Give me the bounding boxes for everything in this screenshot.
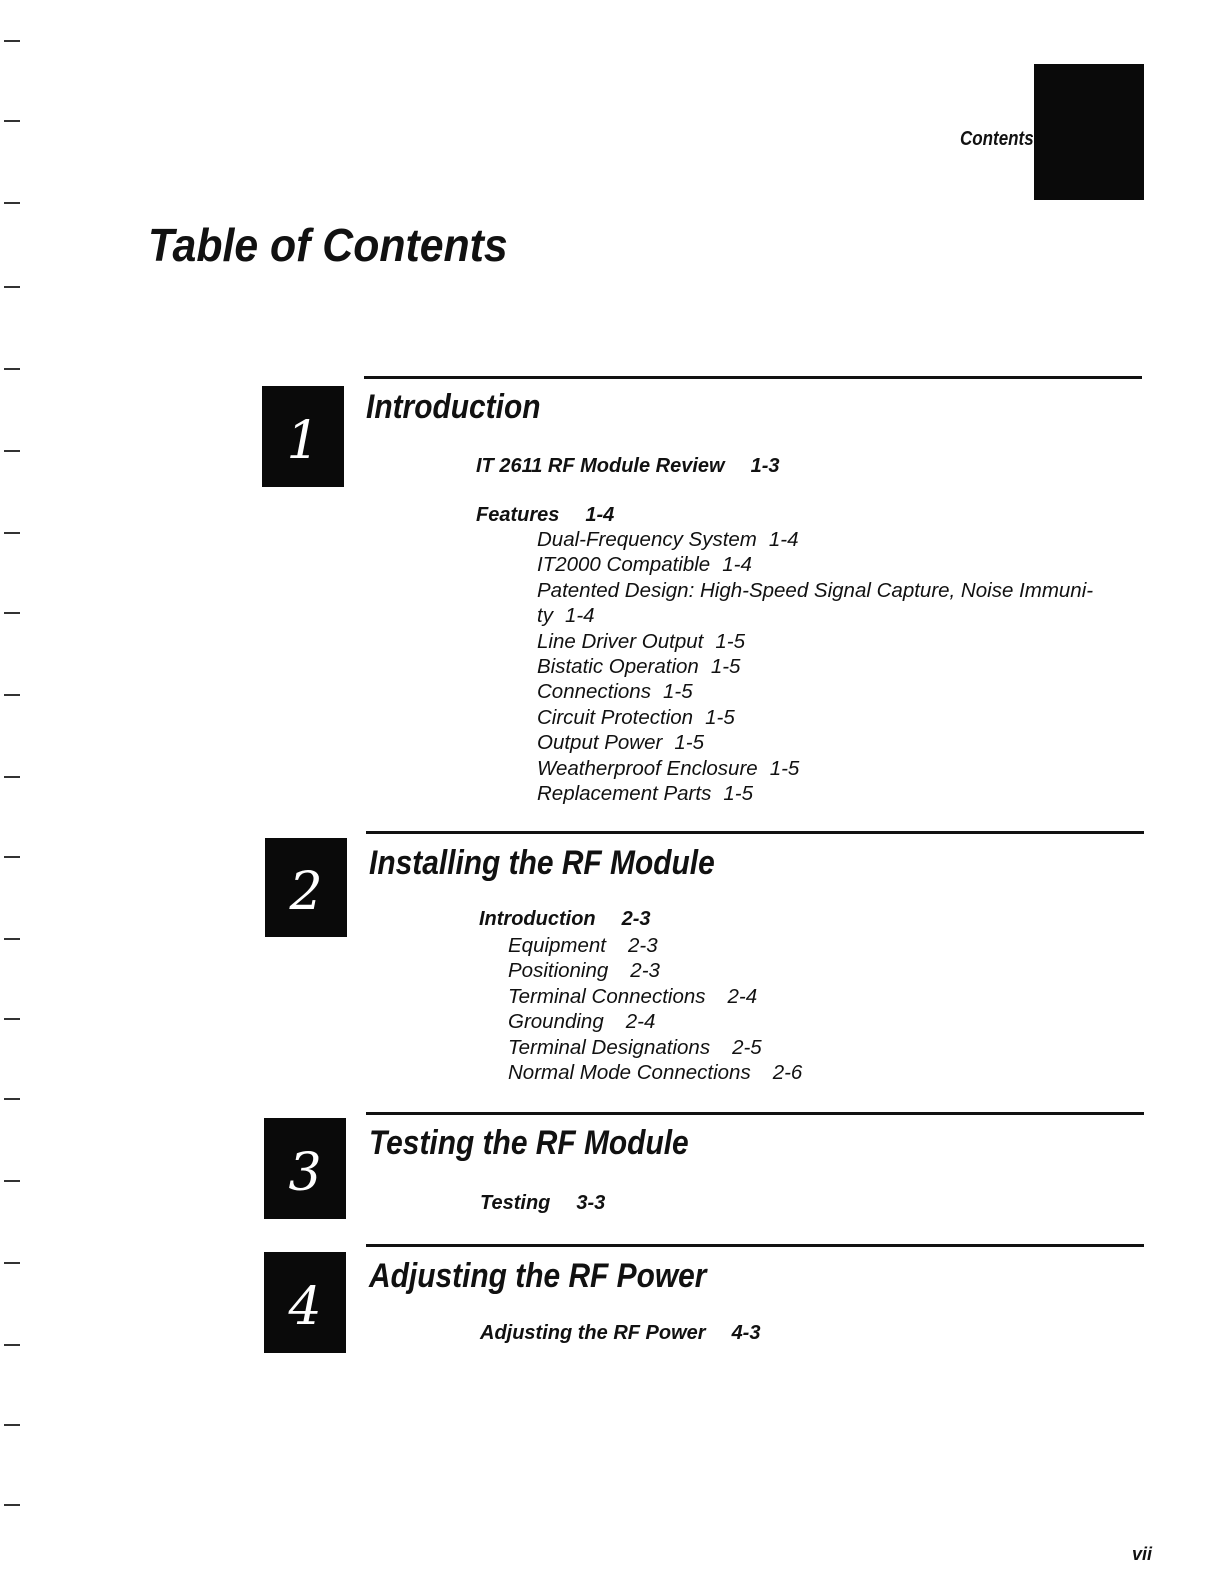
- toc-subentry-page: 2-3: [628, 934, 658, 957]
- toc-subentry[interactable]: [537, 679, 1105, 704]
- toc-subentry-page: 2-5: [732, 1035, 762, 1059]
- toc-subentry[interactable]: [537, 578, 1105, 603]
- chapter-divider: [366, 831, 1144, 834]
- toc-subentry-page: 2-4: [727, 984, 758, 1008]
- scan-margin-marks: [0, 0, 30, 1584]
- toc-subentry-page: 1-4: [768, 528, 799, 551]
- chapter-number-2: 2: [265, 838, 347, 937]
- page-title: Table of Contents: [148, 219, 508, 271]
- toc-entry-page: 1-3: [750, 455, 780, 477]
- toc-subentry-page: 1-5: [715, 629, 745, 653]
- toc-entry-page: 3-3: [576, 1192, 606, 1214]
- toc-subentry-label: Replacement Parts: [537, 782, 712, 806]
- toc-subentry-label: Connections: [537, 680, 651, 704]
- toc-entry-label: Features: [476, 504, 560, 526]
- toc-subentry[interactable]: [508, 933, 802, 958]
- chapter-title-1: Introduction: [366, 388, 541, 426]
- toc-subentry-list: [537, 527, 1105, 806]
- toc-subentry-label: Weatherproof Enclosure: [537, 756, 758, 780]
- chapter-divider: [364, 376, 1142, 379]
- toc-subentry-page: 1-4: [722, 553, 752, 577]
- toc-subentry-label: IT2000 Compatible: [537, 553, 711, 577]
- toc-subentry[interactable]: [537, 527, 1105, 552]
- toc-subentry-page: 1-5: [769, 756, 800, 780]
- toc-subentry-label: Positioning: [508, 959, 609, 983]
- toc-subentry[interactable]: [537, 552, 1105, 577]
- toc-subentry-label: Line Driver Output: [537, 629, 704, 653]
- toc-entry-page: 4-3: [731, 1322, 761, 1344]
- toc-subentry-page: 1-5: [705, 705, 735, 729]
- toc-entry-label: Testing: [480, 1192, 551, 1214]
- toc-subentry[interactable]: [537, 629, 1105, 654]
- toc-subentry-page: 2-6: [772, 1061, 803, 1085]
- chapter-number-4: 4: [264, 1252, 346, 1353]
- chapter-divider: [366, 1112, 1144, 1115]
- toc-subentry-label: Output Power: [537, 731, 663, 755]
- section-label: Contents: [960, 128, 1034, 150]
- page-number: vii: [1131, 1544, 1152, 1564]
- toc-subentry-list: [508, 933, 802, 1085]
- toc-subentry[interactable]: [537, 654, 1105, 679]
- toc-subentry[interactable]: [508, 1035, 802, 1060]
- chapter-title-3: Testing the RF Module: [369, 1124, 689, 1162]
- toc-subentry-page: 1-5: [723, 782, 753, 806]
- chapter-number-3: 3: [264, 1118, 346, 1219]
- toc-subentry-label: Grounding: [508, 1010, 604, 1034]
- section-tab-block: [1034, 64, 1144, 200]
- toc-subentry-label: Terminal Designations: [508, 1035, 711, 1059]
- toc-subentry-label: Circuit Protection: [537, 705, 694, 729]
- toc-entry[interactable]: [476, 455, 780, 478]
- toc-subentry-label: Normal Mode Connections: [508, 1061, 751, 1085]
- toc-subentry[interactable]: [537, 756, 1105, 781]
- toc-subentry-label: Bistatic Operation: [537, 655, 699, 679]
- toc-subentry-label: Terminal Connections: [508, 984, 706, 1008]
- toc-entry-page: 1-4: [585, 504, 615, 526]
- toc-subentry[interactable]: [508, 984, 802, 1009]
- toc-subentry-page: 1-5: [674, 731, 704, 755]
- toc-subentry-page: 1-4: [564, 604, 595, 628]
- toc-entry[interactable]: [479, 908, 651, 931]
- toc-subentry[interactable]: [508, 958, 802, 983]
- toc-entry-label: Adjusting the RF Power: [480, 1322, 706, 1344]
- toc-subentry-page: 2-4: [625, 1010, 656, 1034]
- toc-subentry[interactable]: [537, 781, 1105, 806]
- toc-entry-label: Introduction: [479, 908, 596, 930]
- toc-subentry-label: Dual-Frequency System: [537, 528, 757, 551]
- chapter-title-2: Installing the RF Module: [369, 844, 715, 882]
- toc-subentry[interactable]: [508, 1060, 802, 1085]
- toc-entry-page: 2-3: [621, 908, 651, 930]
- toc-subentry-label: Equipment: [508, 934, 607, 957]
- toc-subentry[interactable]: [537, 705, 1105, 730]
- toc-subentry-page: 1-5: [662, 680, 693, 704]
- chapter-number-1: 1: [262, 386, 344, 487]
- chapter-divider: [366, 1244, 1144, 1247]
- toc-entry[interactable]: [480, 1192, 605, 1215]
- toc-subentry-label: ty: [537, 604, 553, 628]
- toc-subentry-page: 1-5: [710, 655, 741, 679]
- toc-subentry-label: Patented Design: High-Speed Signal Capture, Noise Immuni-: [537, 578, 1094, 602]
- toc-subentry[interactable]: [508, 1009, 802, 1034]
- toc-subentry-page: 2-3: [630, 959, 660, 983]
- toc-entry[interactable]: [480, 1322, 760, 1345]
- toc-entry[interactable]: [476, 504, 614, 527]
- toc-entry-label: IT 2611 RF Module Review: [476, 455, 725, 477]
- toc-subentry[interactable]: [537, 603, 1105, 628]
- toc-subentry[interactable]: [537, 730, 1105, 755]
- chapter-title-4: Adjusting the RF Power: [369, 1257, 707, 1295]
